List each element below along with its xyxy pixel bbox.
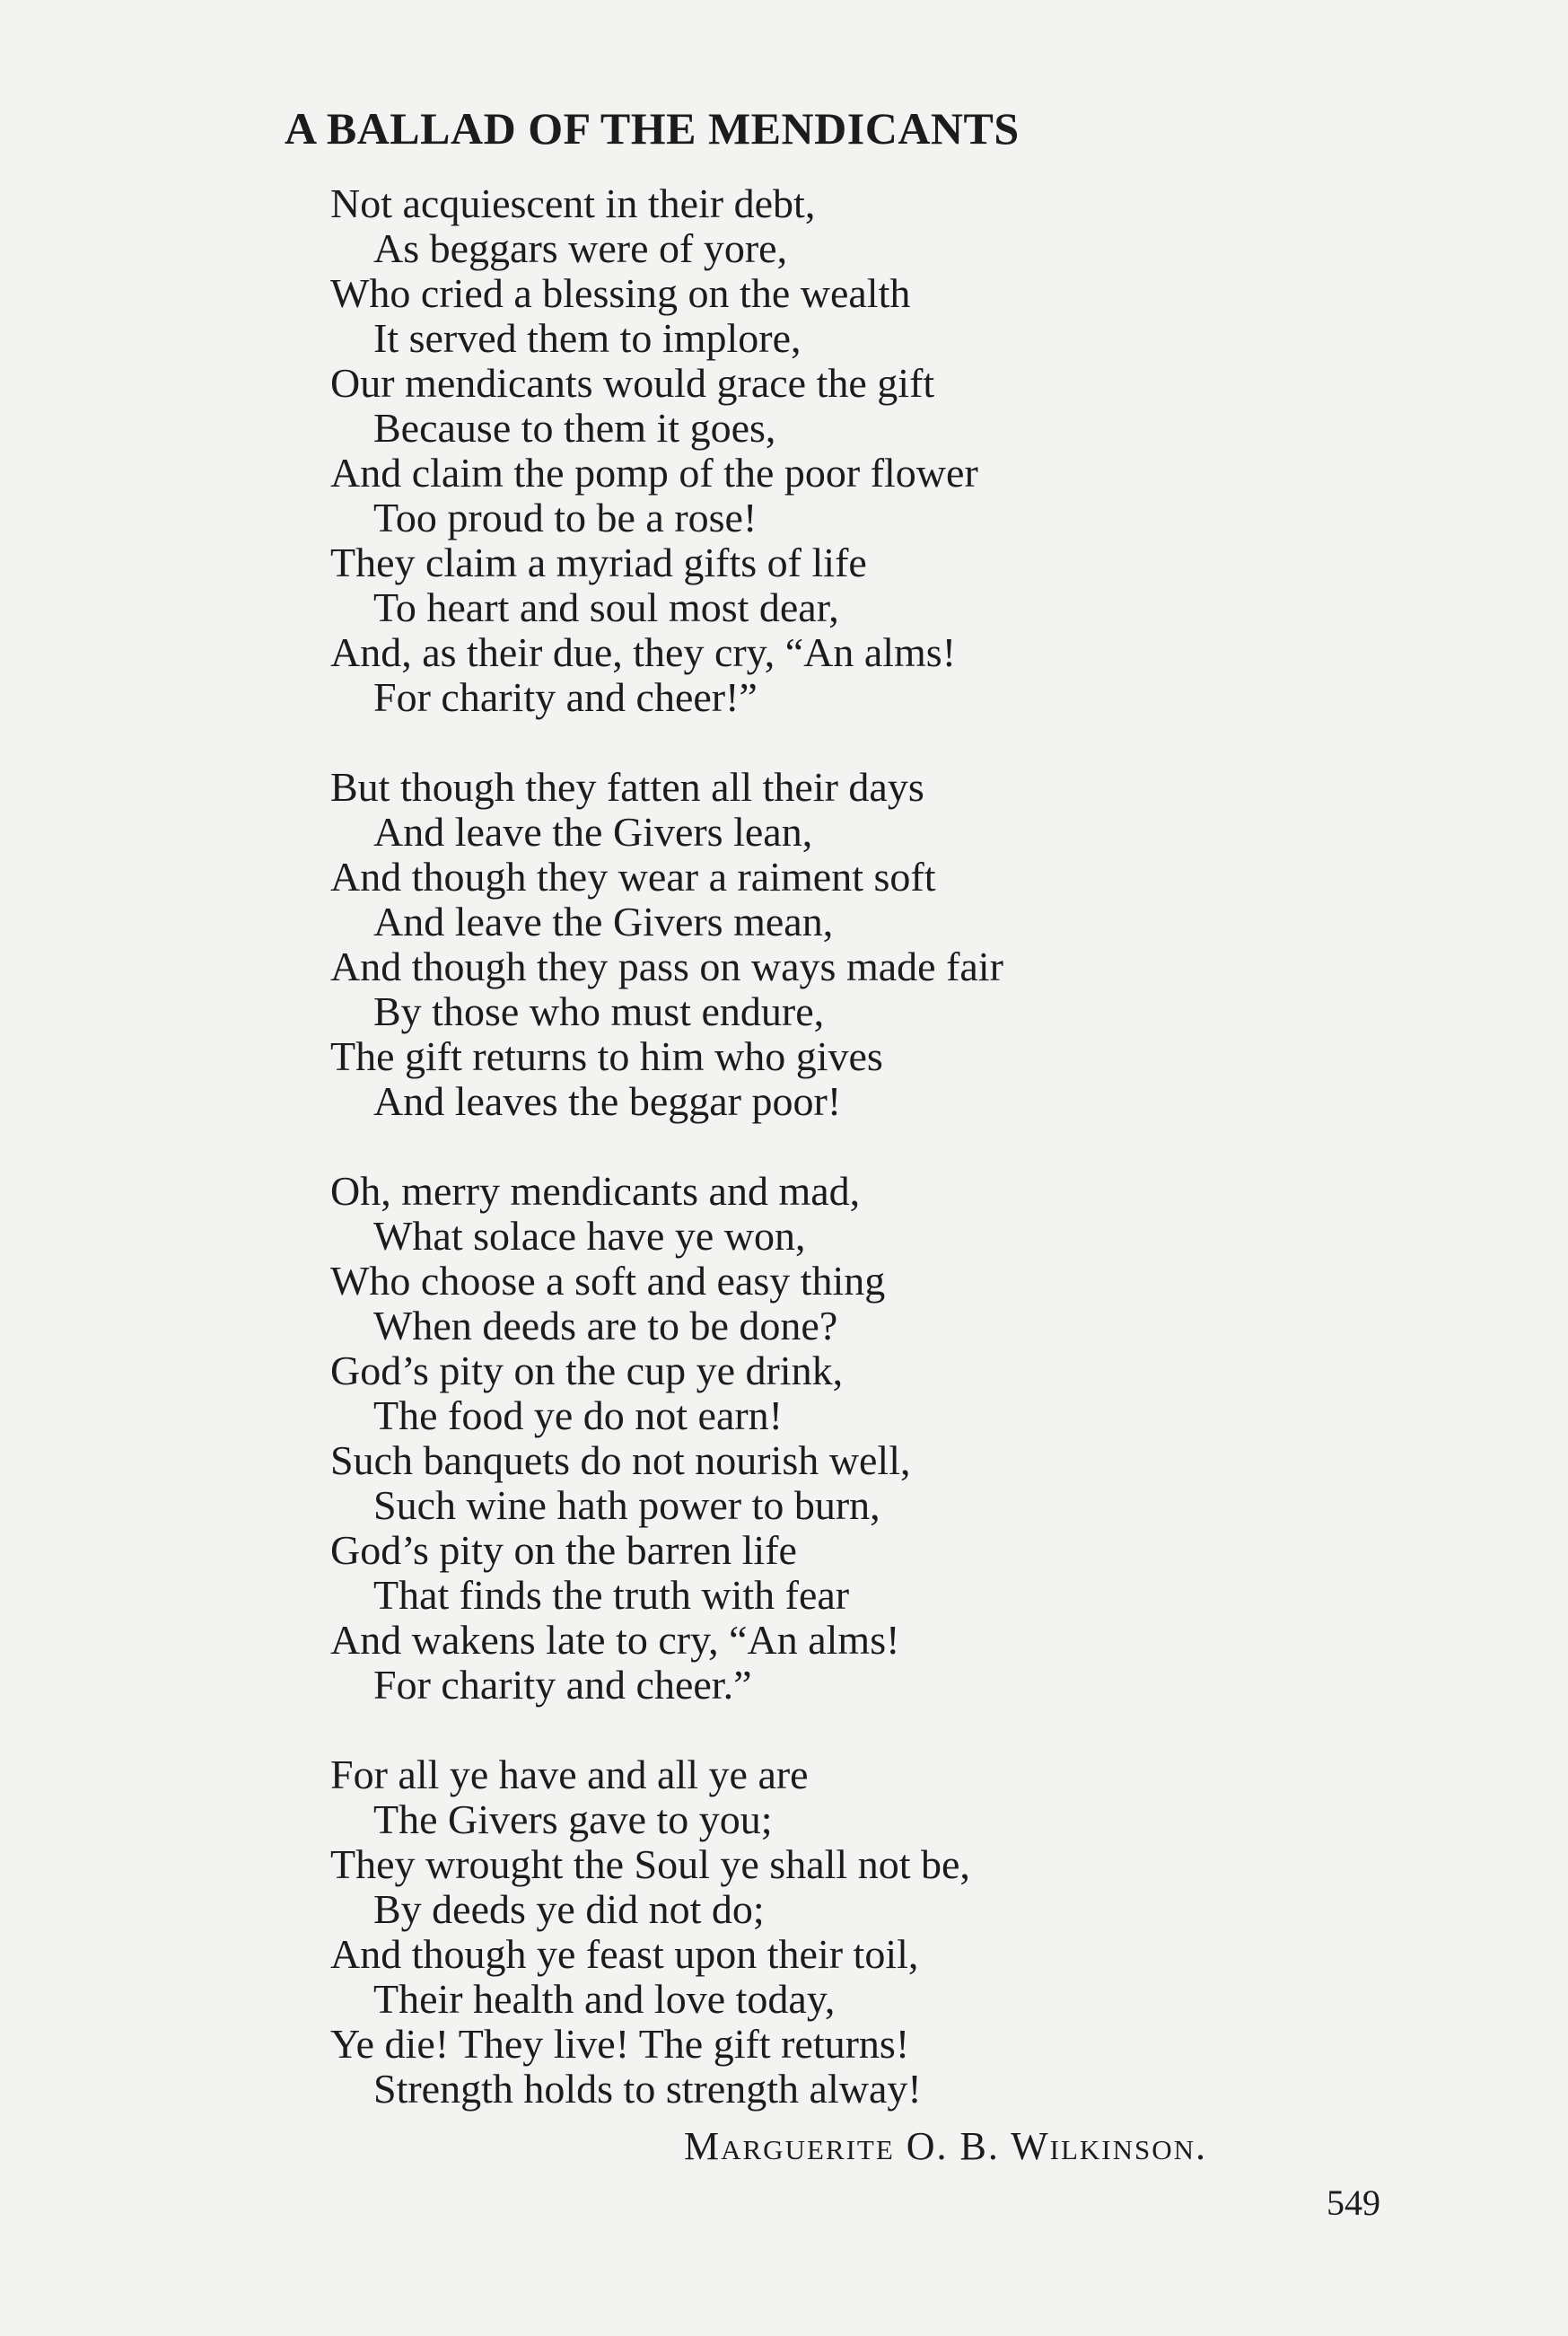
poem-line: Oh, merry mendicants and mad, bbox=[330, 1168, 861, 1214]
poem-line: Because to them it goes, bbox=[373, 405, 776, 451]
stanza-1 bbox=[330, 181, 1003, 720]
poem-line: Too proud to be a rose! bbox=[373, 495, 758, 540]
poem-line: It served them to implore, bbox=[373, 315, 802, 361]
poem-line: And leave the Givers lean, bbox=[373, 809, 813, 855]
poem-line: The gift returns to him who gives bbox=[330, 1033, 883, 1079]
poem-line: What solace have ye won, bbox=[373, 1213, 806, 1259]
poem-line: For charity and cheer.” bbox=[373, 1662, 752, 1708]
poem-line: Who cried a blessing on the wealth bbox=[330, 270, 911, 316]
poem-line: Such wine hath power to burn, bbox=[373, 1482, 880, 1528]
stanza-4 bbox=[330, 1752, 1003, 2112]
poem-line: Our mendicants would grace the gift bbox=[330, 360, 935, 406]
poem-line: And though they wear a raiment soft bbox=[330, 854, 936, 900]
poem-line: And wakens late to cry, “An alms! bbox=[330, 1617, 900, 1663]
poem-body bbox=[330, 181, 1003, 2156]
poem-line: They claim a myriad gifts of life bbox=[330, 540, 867, 585]
poem-line: By deeds ye did not do; bbox=[373, 1886, 765, 1932]
stanza-3 bbox=[330, 1169, 1003, 1708]
poem-line: And though ye feast upon their toil, bbox=[330, 1931, 919, 1977]
poem-line: Who choose a soft and easy thing bbox=[330, 1258, 886, 1304]
poem-line: Not acquiescent in their debt, bbox=[330, 180, 816, 226]
poem-line: For all ye have and all ye are bbox=[330, 1752, 809, 1797]
poem-line: To heart and soul most dear, bbox=[373, 584, 839, 630]
poem-line: Their health and love today, bbox=[373, 1976, 836, 2022]
poem-line: The food ye do not earn! bbox=[373, 1392, 784, 1438]
poem-line: They wrought the Soul ye shall not be, bbox=[330, 1841, 970, 1887]
poem-line: When deeds are to be done? bbox=[373, 1303, 838, 1348]
poem-line: The Givers gave to you; bbox=[373, 1796, 773, 1842]
poem-line: Strength holds to strength alway! bbox=[373, 2066, 922, 2112]
author-signature: Marguerite O. B. Wilkinson. bbox=[684, 2124, 1207, 2168]
poem-line: Ye die! They live! The gift returns! bbox=[330, 2021, 910, 2067]
poem-line: But though they fatten all their days bbox=[330, 764, 924, 810]
poem-title: A BALLAD OF THE MENDICANTS bbox=[285, 103, 1020, 154]
poem-line: And though they pass on ways made fair bbox=[330, 944, 1003, 989]
poem-line: God’s pity on the cup ye drink, bbox=[330, 1348, 844, 1393]
stanza-2 bbox=[330, 765, 1003, 1124]
poem-line: And, as their due, they cry, “An alms! bbox=[330, 629, 957, 675]
poem-line: As beggars were of yore, bbox=[373, 225, 788, 271]
poem-line: And leaves the beggar poor! bbox=[373, 1078, 842, 1124]
poem-line: And leave the Givers mean, bbox=[373, 899, 834, 944]
poem-line: Such banquets do not nourish well, bbox=[330, 1437, 911, 1483]
poem-line: By those who must endure, bbox=[373, 988, 825, 1034]
page-number: 549 bbox=[1327, 2182, 1380, 2223]
poem-line: That finds the truth with fear bbox=[373, 1572, 850, 1618]
poem-line: For charity and cheer!” bbox=[373, 674, 758, 720]
poem-line: And claim the pomp of the poor flower bbox=[330, 450, 978, 496]
poem-line: God’s pity on the barren life bbox=[330, 1527, 797, 1573]
